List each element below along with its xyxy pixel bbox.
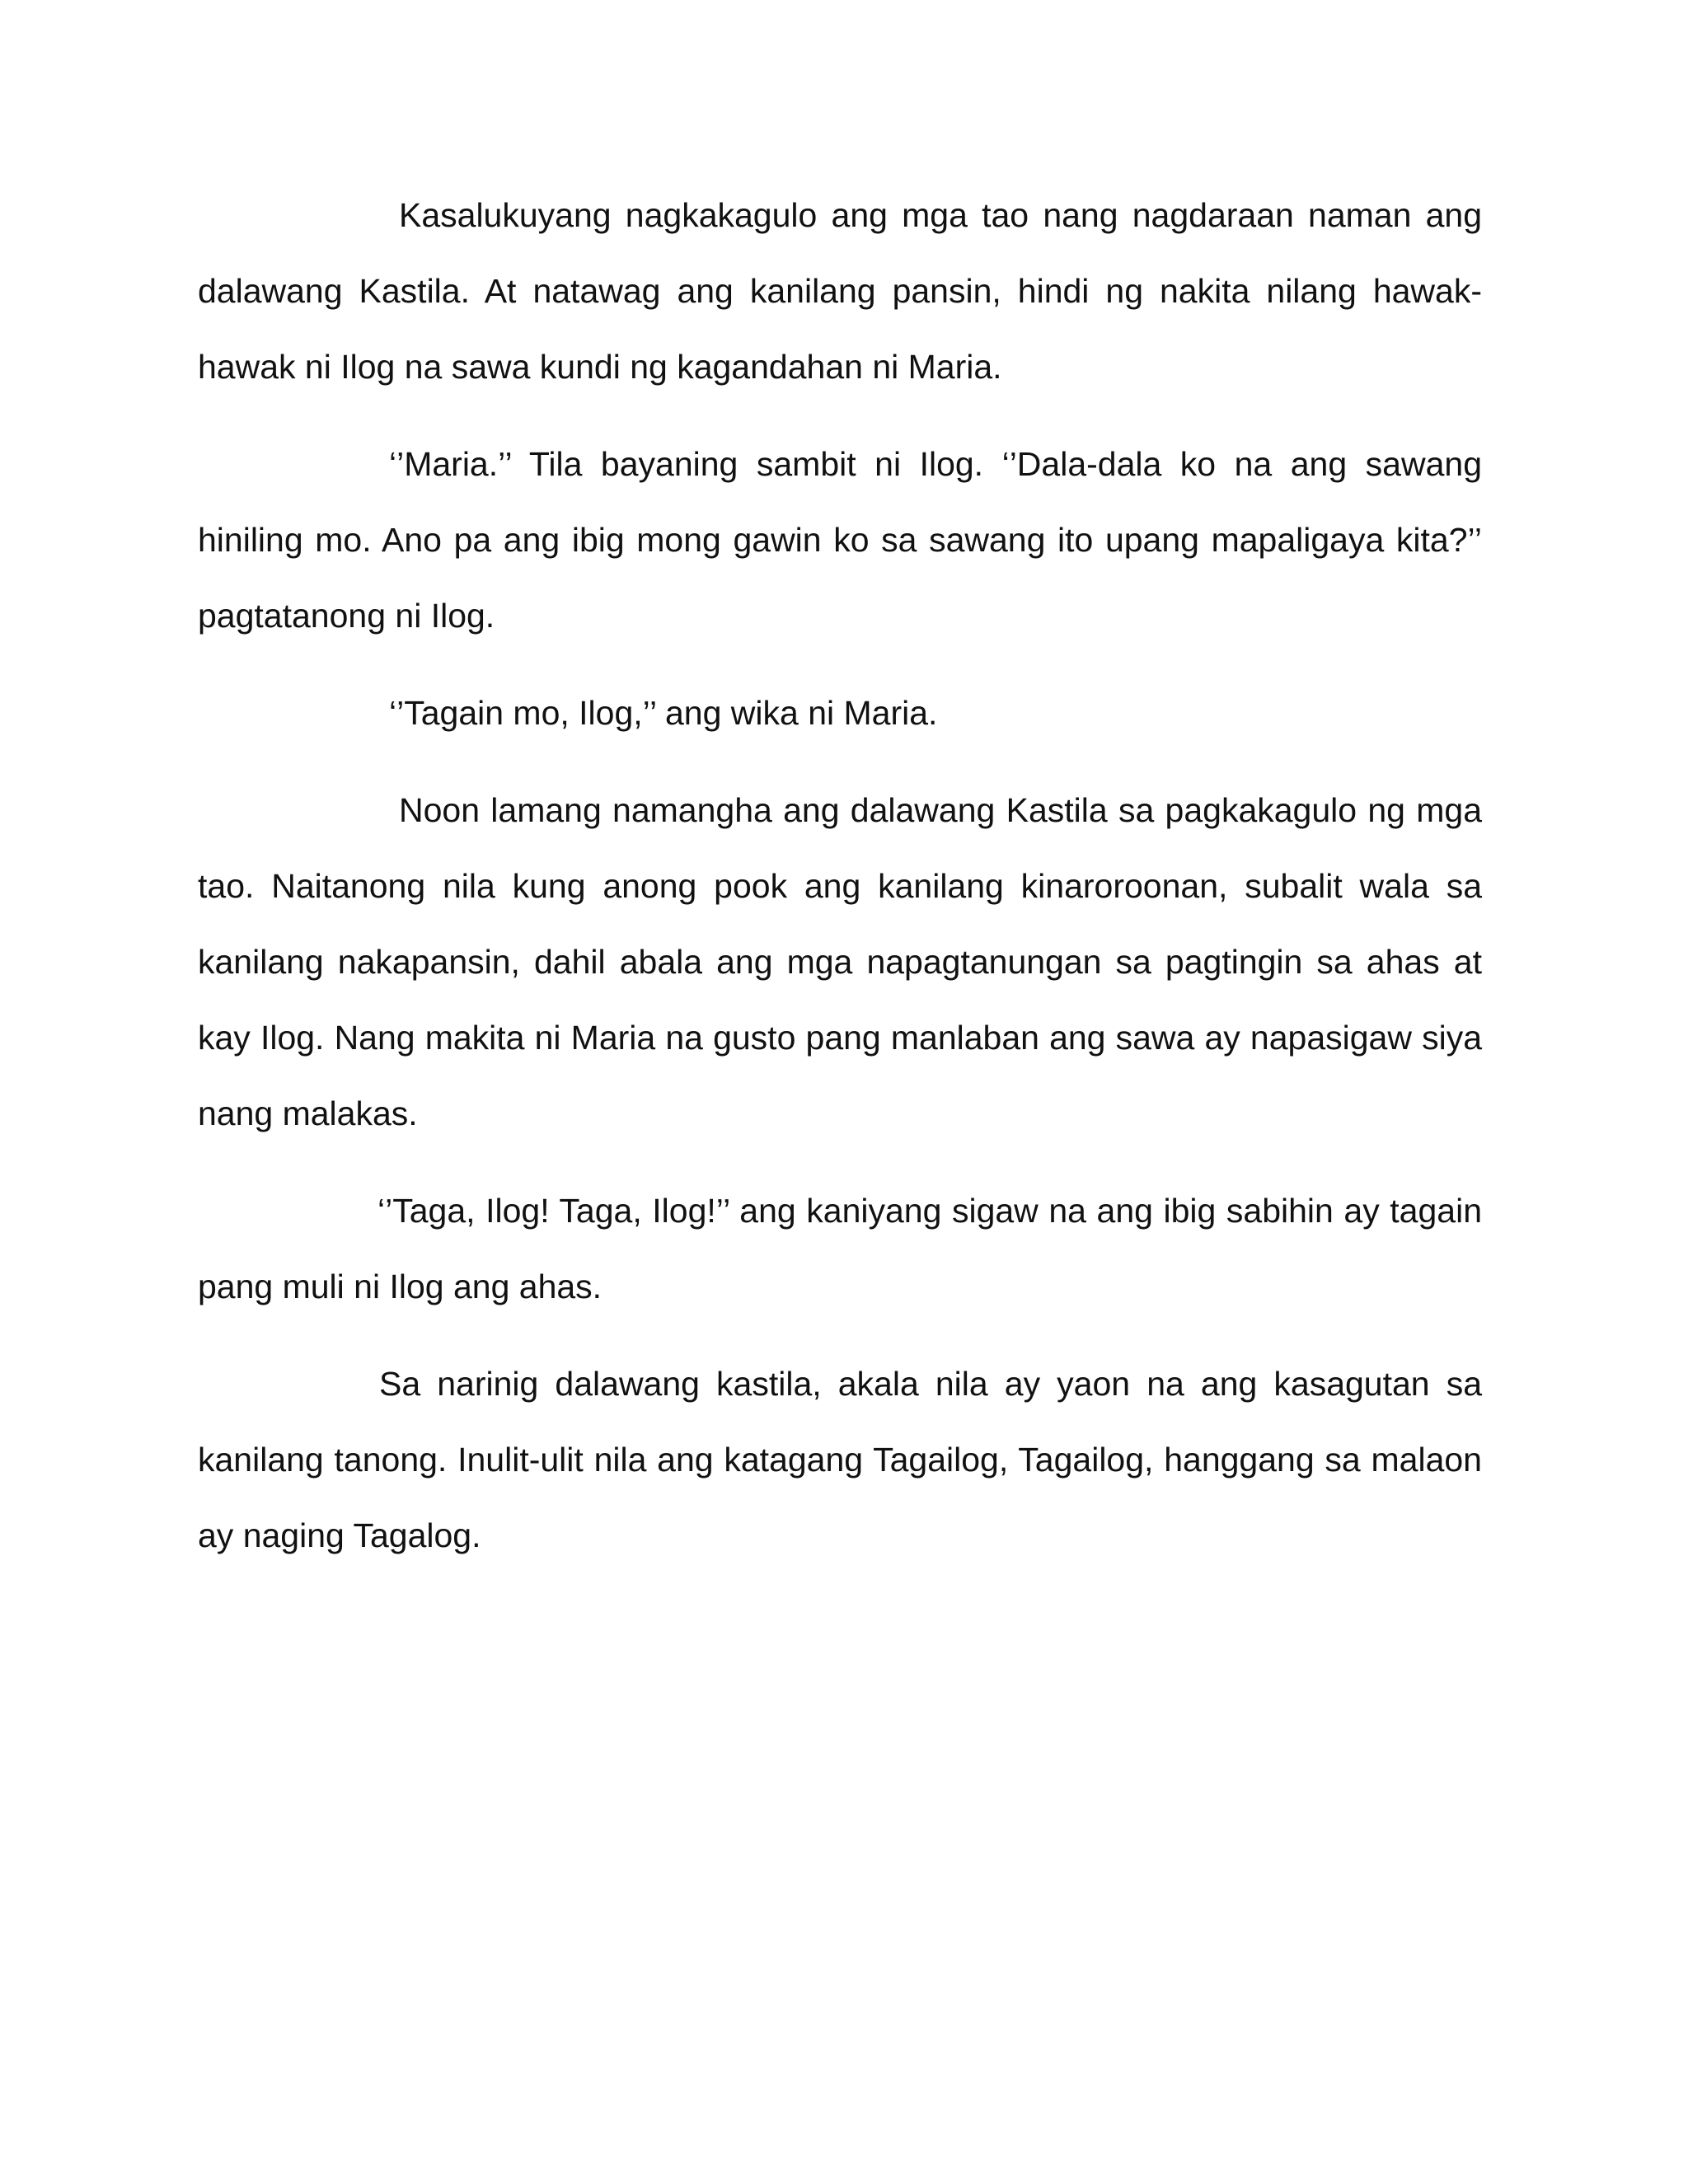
paragraph-5: ‘’Taga, Ilog! Taga, Ilog!’’ ang kaniyang sigaw na ang ibig sabihin ay tagain pang muli ni Ilog ang ahas. (198, 1192, 1482, 1305)
paragraph-4: Noon lamang namangha ang dalawang Kastila sa pagkakagulo ng mga tao. Naitanong nila kung anong pook ang kanilang kinaroroonan, subalit wala sa kanilang nakapansin, dahil abala ang mga napagtanungan sa pagtingin sa ahas at kay Ilog. Nang makita ni Maria na gusto pang manlaban ang sawa ay napasigaw siya nang malakas. (198, 791, 1482, 1132)
paragraph-3: ‘’Tagain mo, Ilog,’’ ang wika ni Maria. (389, 694, 938, 732)
paragraph-6: Sa narinig dalawang kastila, akala nila ay yaon na ang kasagutan sa kanilang tanong. Inulit-ulit nila ang katagang Tagailog, Tagailog, hanggang sa malaon ay naging Tagalog. (198, 1365, 1482, 1554)
paragraph-1: Kasalukuyang nagkakagulo ang mga tao nang nagdaraan naman ang dalawang Kastila. At natawag ang kanilang pansin, hindi ng nakita nilang hawak-hawak ni Ilog na sawa kundi ng kagandahan ni Maria. (198, 196, 1482, 386)
paragraph-2: ‘’Maria.’’ Tila bayaning sambit ni Ilog. ‘’Dala-dala ko na ang sawang hiniling mo. Ano pa ang ibig mong gawin ko sa sawang ito upang mapaligaya kita?’’ pagtatanong ni Ilog. (198, 445, 1482, 635)
document-body (198, 177, 1482, 1595)
